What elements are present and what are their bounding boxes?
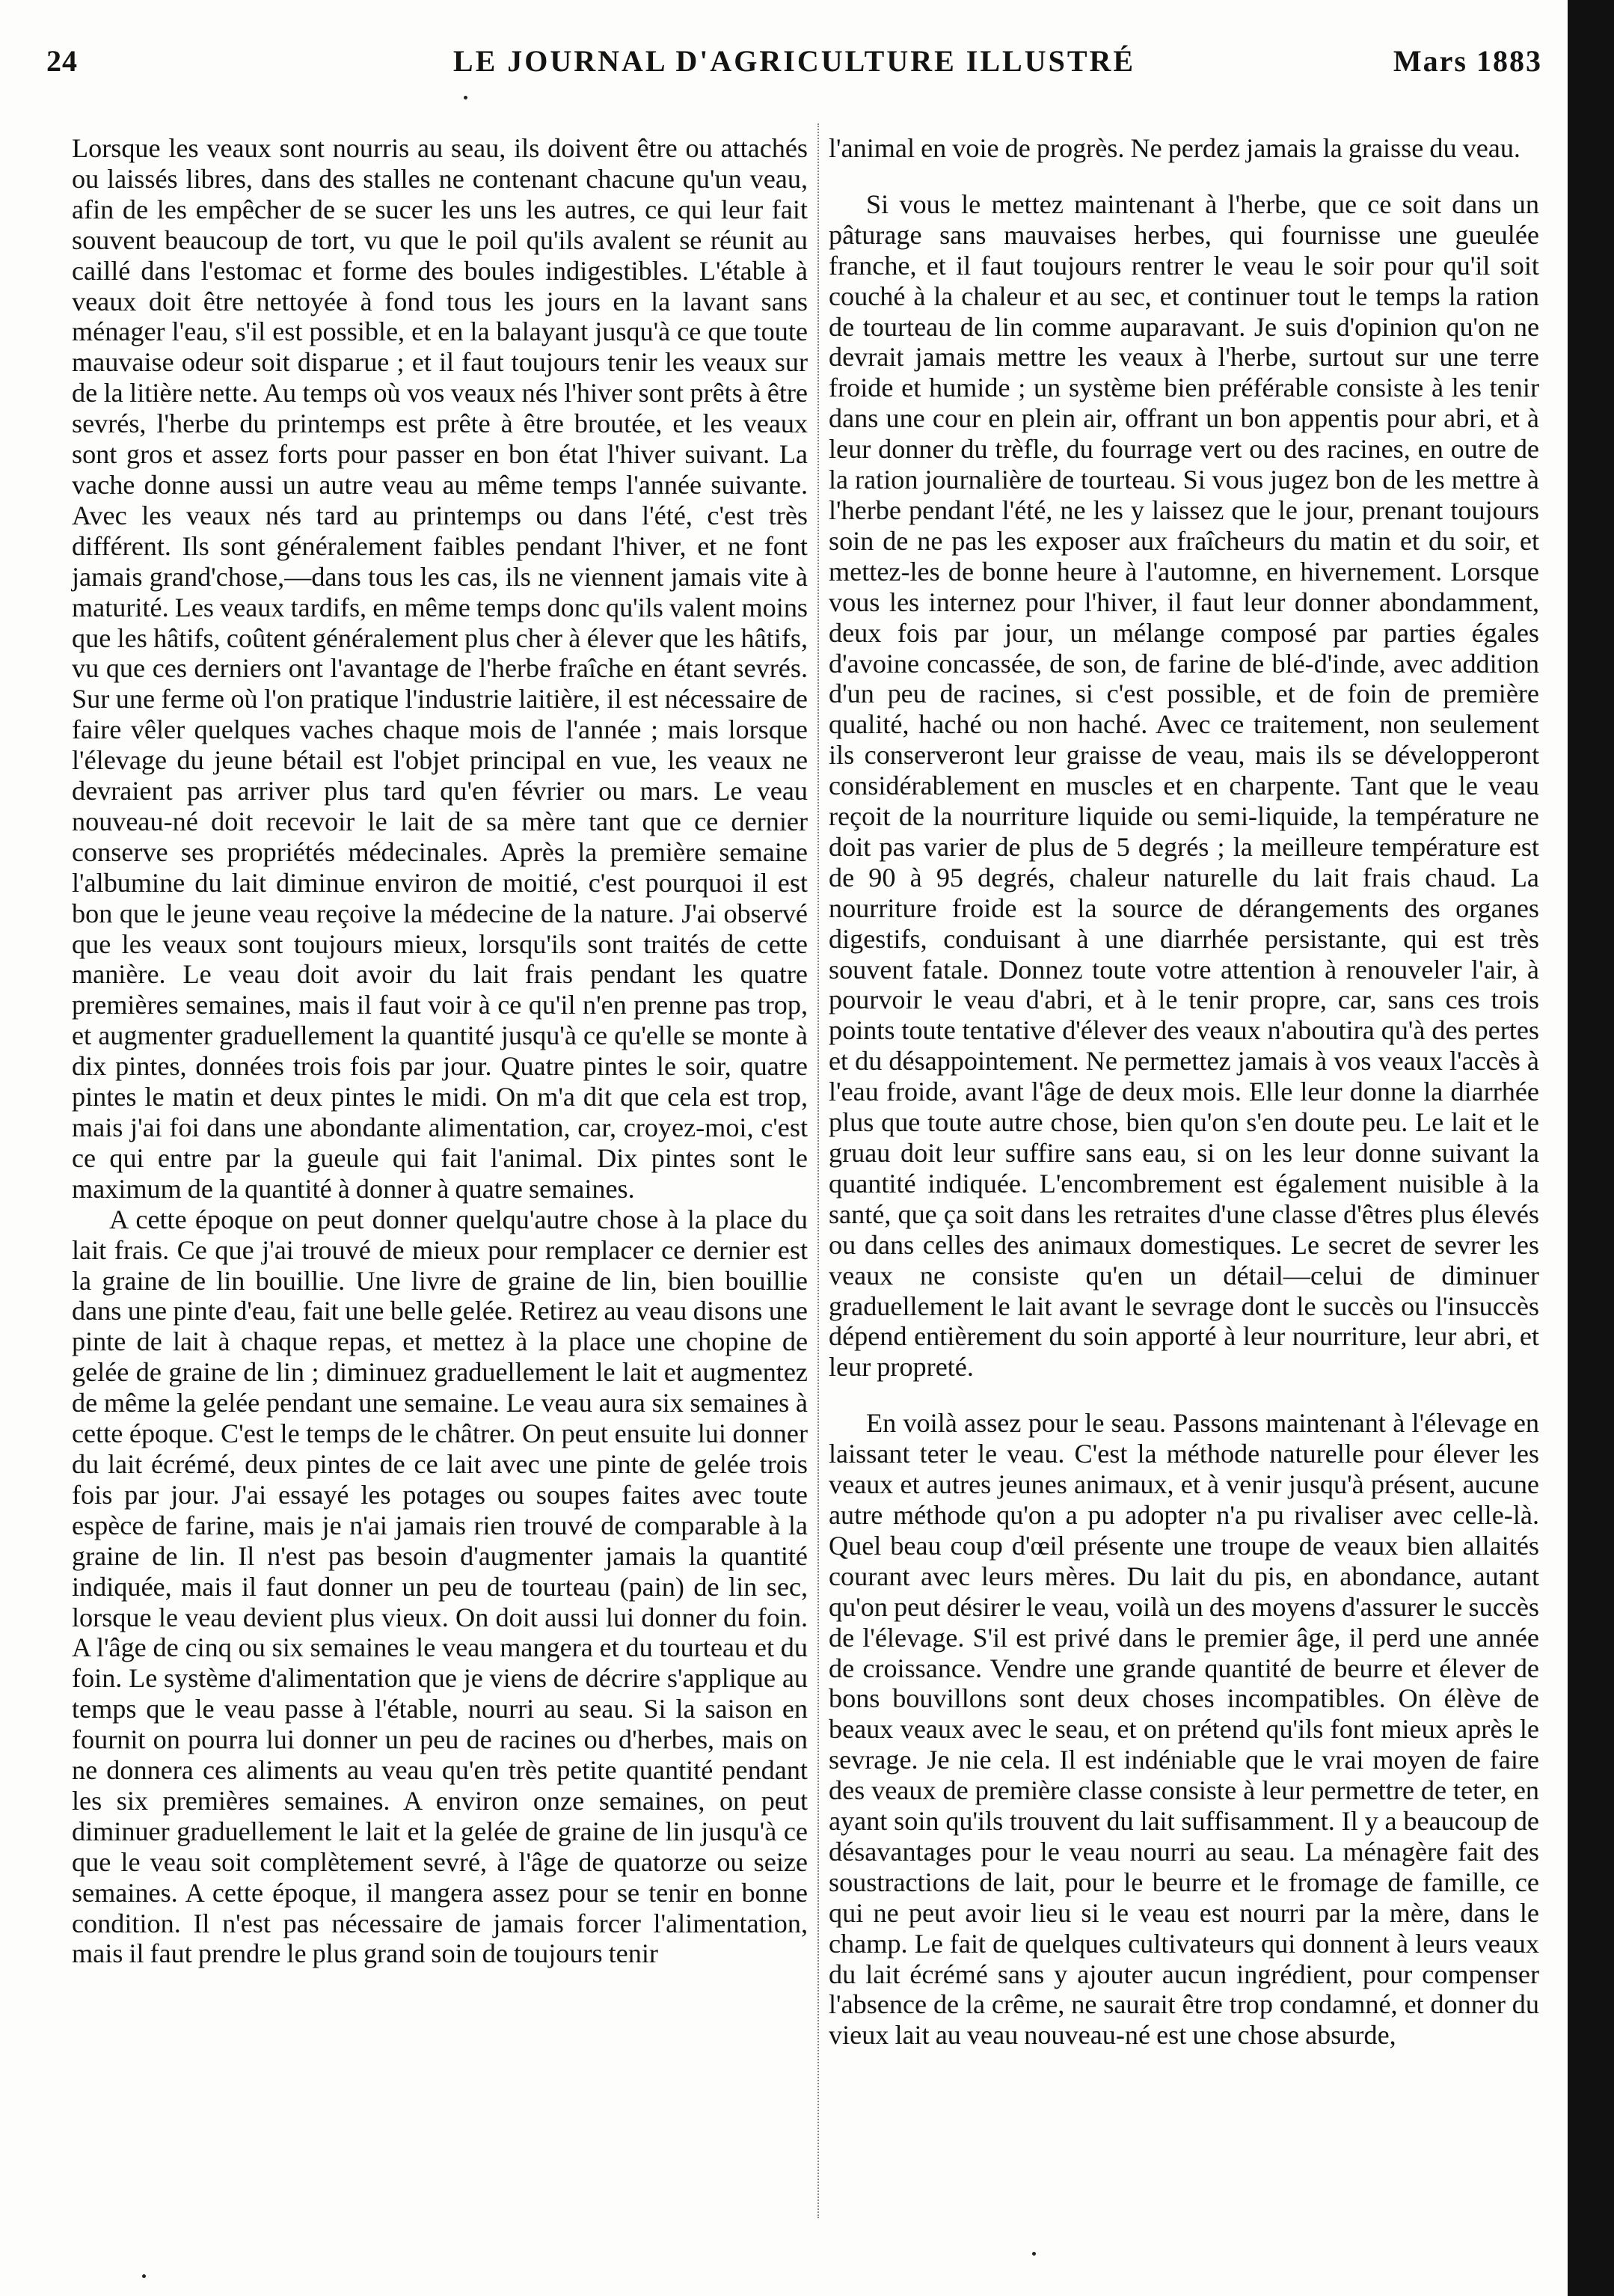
ink-speck bbox=[1032, 2252, 1036, 2256]
page-header bbox=[46, 43, 1542, 81]
right-column bbox=[829, 133, 1539, 2051]
article-paragraph: Si vous le mettez maintenant à l'herbe, que ce soit dans un pâturage sans mauvaises herbes, qui fournisse une gueulée franche, et il faut toujours rentrer le veau le soir pour qu'il soit couché à la chaleur et au sec, et continuer tout le temps la ration de tourteau de lin comme auparavant. Je suis d'opinion qu'on ne devrait jamais mettre les veaux à l'herbe, surtout sur une terre froide et humide ; un système bien préférable consiste à les tenir dans une cour en plein air, offrant un bon appentis pour abri, et à leur donner du trèfle, du fourrage vert ou des racines, en outre de la ration journalière de tourteau. Si vous jugez bon de les mettre à l'herbe pendant l'été, ne les y laissez que le jour, prenant toujours soin de ne pas les exposer aux fraîcheurs du matin et du soir, et mettez-les de bonne heure à l'automne, en hivernement. Lorsque vous les internez pour l'hiver, il faut leur donner abondamment, deux fois par jour, un mélange composé par parties égales d'avoine concassée, de son, de farine de blé-d'inde, avec addition d'un peu de racines, si c'est possible, et de foin de première qualité, haché ou non haché. Avec ce traitement, non seulement ils conserveront leur graisse de veau, mais ils se développeront considérablement en muscles et en charpente. Tant que le veau reçoit de la nourriture liquide ou semi-liquide, la température ne doit pas varier de plus de 5 degrés ; la meilleure température est de 90 à 95 degrés, chaleur naturelle du lait frais chaud. La nourriture froide est la source de dérangements des organes digestifs, conduisant à une diarrhée persistante, qui est très souvent fatale. Donnez toute votre attention à renouveler l'air, à pourvoir le veau d'abri, et à le tenir propre, car, sans ces trois points toute tentative d'élever des veaux n'aboutira qu'à des pertes et du désappointement. Ne permettez jamais à vos veaux l'accès à l'eau froide, avant l'âge de deux mois. Elle leur donne la diarrhée plus que toute autre chose, bien qu'on s'en doute peu. Le lait et le gruau doit leur suffire sans eau, si on les leur donne suivant la quantité indiquée. L'encombrement est également nuisible à la santé, que ça soit dans les retraites d'une classe d'êtres plus élevés ou dans celles des animaux domestiques. Le secret de sevrer les veaux ne consiste qu'en un détail—celui de diminuer graduellement le lait avant le sevrage dont le succès ou l'insuccès dépend entièrement du soin apporté à leur nourriture, leur abri, et leur propreté. bbox=[829, 189, 1539, 1383]
issue-date: Mars 1883 bbox=[1393, 44, 1542, 78]
article-paragraph: l'animal en voie de progrès. Ne perdez jamais la graisse du veau. bbox=[829, 133, 1521, 163]
journal-title: LE JOURNAL D'AGRICULTURE ILLUSTRÉ bbox=[452, 44, 1136, 78]
ink-speck bbox=[142, 2274, 146, 2278]
ink-speck bbox=[464, 96, 467, 100]
article-paragraph: A cette époque on peut donner quelqu'autre chose à la place du lait frais. Ce que j'ai trouvé de mieux pour remplacer ce dernier est la graine de lin bouillie. Une livre de graine de lin, bien bouillie dans une pinte d'eau, fait une belle gelée. Retirez au veau disons une pinte de lait à chaque repas, et mettez à la place une chopine de gelée de graine de lin ; diminuez graduellement le lait et augmentez de même la gelée pendant une semaine. Le veau aura six semaines à cette époque. C'est le temps de le châtrer. On peut ensuite lui donner du lait écrémé, deux pintes de ce lait avec une pinte de gelée trois fois par jour. J'ai essayé les potages ou soupes faites avec toute espèce de farine, mais je n'ai jamais rien trouvé de comparable à la graine de lin. Il n'est pas besoin d'augmenter jamais la quantité indiquée, mais il faut donner un peu de tourteau (pain) de lin sec, lorsque le veau devient plus vieux. On doit aussi lui donner du foin. A l'âge de cinq ou six semaines le veau mangera et du tourteau et du foin. Le système d'alimentation que je viens de décrire s'applique au temps que le veau passe à l'étable, nourri au seau. Si la saison en fournit on pourra lui donner un peu de racines ou d'herbes, mais on ne donnera ces aliments au veau qu'en très petite quantité pendant les six premières semaines. A environ onze semaines, on peut diminuer graduellement le lait et la gelée de graine de lin jusqu'à ce que le veau soit complètement sevré, à l'âge de quatorze ou seize semaines. A cette époque, il mangera assez pour se tenir en bonne condition. Il n'est pas nécessaire de jamais forcer l'alimentation, mais il faut prendre le plus grand soin de toujours tenir bbox=[72, 1204, 808, 1969]
article-paragraph: En voilà assez pour le seau. Passons maintenant à l'élevage en laissant teter le veau. C'est la méthode naturelle pour élever les veaux et autres jeunes animaux, et à venir jusqu'à présent, aucune autre méthode qu'on a pu adopter n'a pu rivaliser avec celle-là. Quel beau coup d'œil présente une troupe de veaux bien allaités courant avec leurs mères. Du lait du pis, en abondance, autant qu'on peut désirer le veau, voilà un des moyens d'assurer le succès de l'élevage. S'il est privé dans le premier âge, il perd une année de croissance. Vendre une grande quantité de beurre et élever de bons bouvillons sont deux choses incompatibles. On élève de beaux veaux avec le seau, et on prétend qu'ils font mieux après le sevrage. Je nie cela. Il est indéniable que le vrai moyen de faire des veaux de première classe consiste à leur permettre de teter, en ayant soin qu'ils trouvent du lait suffisamment. Il y a beaucoup de désavantages pour le veau nourri au seau. La ménagère fait des soustractions de lait, pour le beurre et le fromage de famille, ce qui ne peut avoir lieu si le veau est nourri par la mère, dans le champ. Le fait de quelques cultivateurs qui donnent à leurs veaux du lait écrémé sans y ajouter aucun ingrédient, pour compenser l'absence de la crême, ne saurait être trop condamné, et donner du vieux lait au veau nouveau-né est une chose absurde, bbox=[829, 1408, 1539, 2051]
page-number: 24 bbox=[46, 44, 78, 78]
scan-edge-shadow bbox=[1568, 0, 1614, 2296]
left-column bbox=[72, 133, 808, 1969]
column-divider bbox=[817, 123, 819, 2218]
article-paragraph: Lorsque les veaux sont nourris au seau, ils doivent être ou attachés ou laissés libres, dans des stalles ne contenant chacune qu'un veau, afin de les empêcher de se sucer les uns les autres, ce qui leur fait souvent beaucoup de tort, vu que le poil qu'ils avalent se réunit au caillé dans l'estomac et forme des boules indigestibles. L'étable à veaux doit être nettoyée à fond tous les jours en la lavant sans ménager l'eau, s'il est possible, et en la balayant jusqu'à ce que toute mauvaise odeur soit disparue ; et il faut toujours tenir les veaux sur de la litière nette. Au temps où vos veaux nés l'hiver sont prêts à être sevrés, l'herbe du printemps est prête à être broutée, et les veaux sont gros et assez forts pour passer en bon état l'hiver suivant. La vache donne aussi un autre veau au même temps l'année suivante. Avec les veaux nés tard au printemps ou dans l'été, c'est très différent. Ils sont généralement faibles pendant l'hiver, et ne font jamais grand'chose,—dans tous les cas, ils ne viennent jamais vite à maturité. Les veaux tardifs, en même temps donc qu'ils valent moins que les hâtifs, coûtent généralement plus cher à élever que les hâtifs, vu que ces derniers ont l'avantage de l'herbe fraîche en étant sevrés. Sur une ferme où l'on pratique l'industrie laitière, il est nécessaire de faire vêler quelques vaches chaque mois de l'année ; mais lorsque l'élevage du jeune bétail est l'objet principal en vue, les veaux ne devraient pas arriver plus tard qu'en février ou mars. Le veau nouveau-né doit recevoir le lait de sa mère tant que ce dernier conserve ses propriétés médecinales. Après la première semaine l'albumine du lait diminue environ de moitié, c'est pourquoi il est bon que le jeune veau reçoive la médecine de la nature. J'ai observé que les veaux sont toujours mieux, lorsqu'ils sont traités de cette manière. Le veau doit avoir du lait frais pendant les quatre premières semaines, mais il faut voir à ce qu'il n'en prenne pas trop, et augmenter graduellement la quantité jusqu'à ce qu'elle se monte à dix pintes, données trois fois par jour. Quatre pintes le soir, quatre pintes le matin et deux pintes le midi. On m'a dit que cela est trop, mais j'ai foi dans une abondante alimentation, car, croyez-moi, c'est ce qui entre par la gueule qui fait l'animal. Dix pintes sont le maximum de la quantité à donner à quatre semaines. bbox=[72, 133, 808, 1204]
